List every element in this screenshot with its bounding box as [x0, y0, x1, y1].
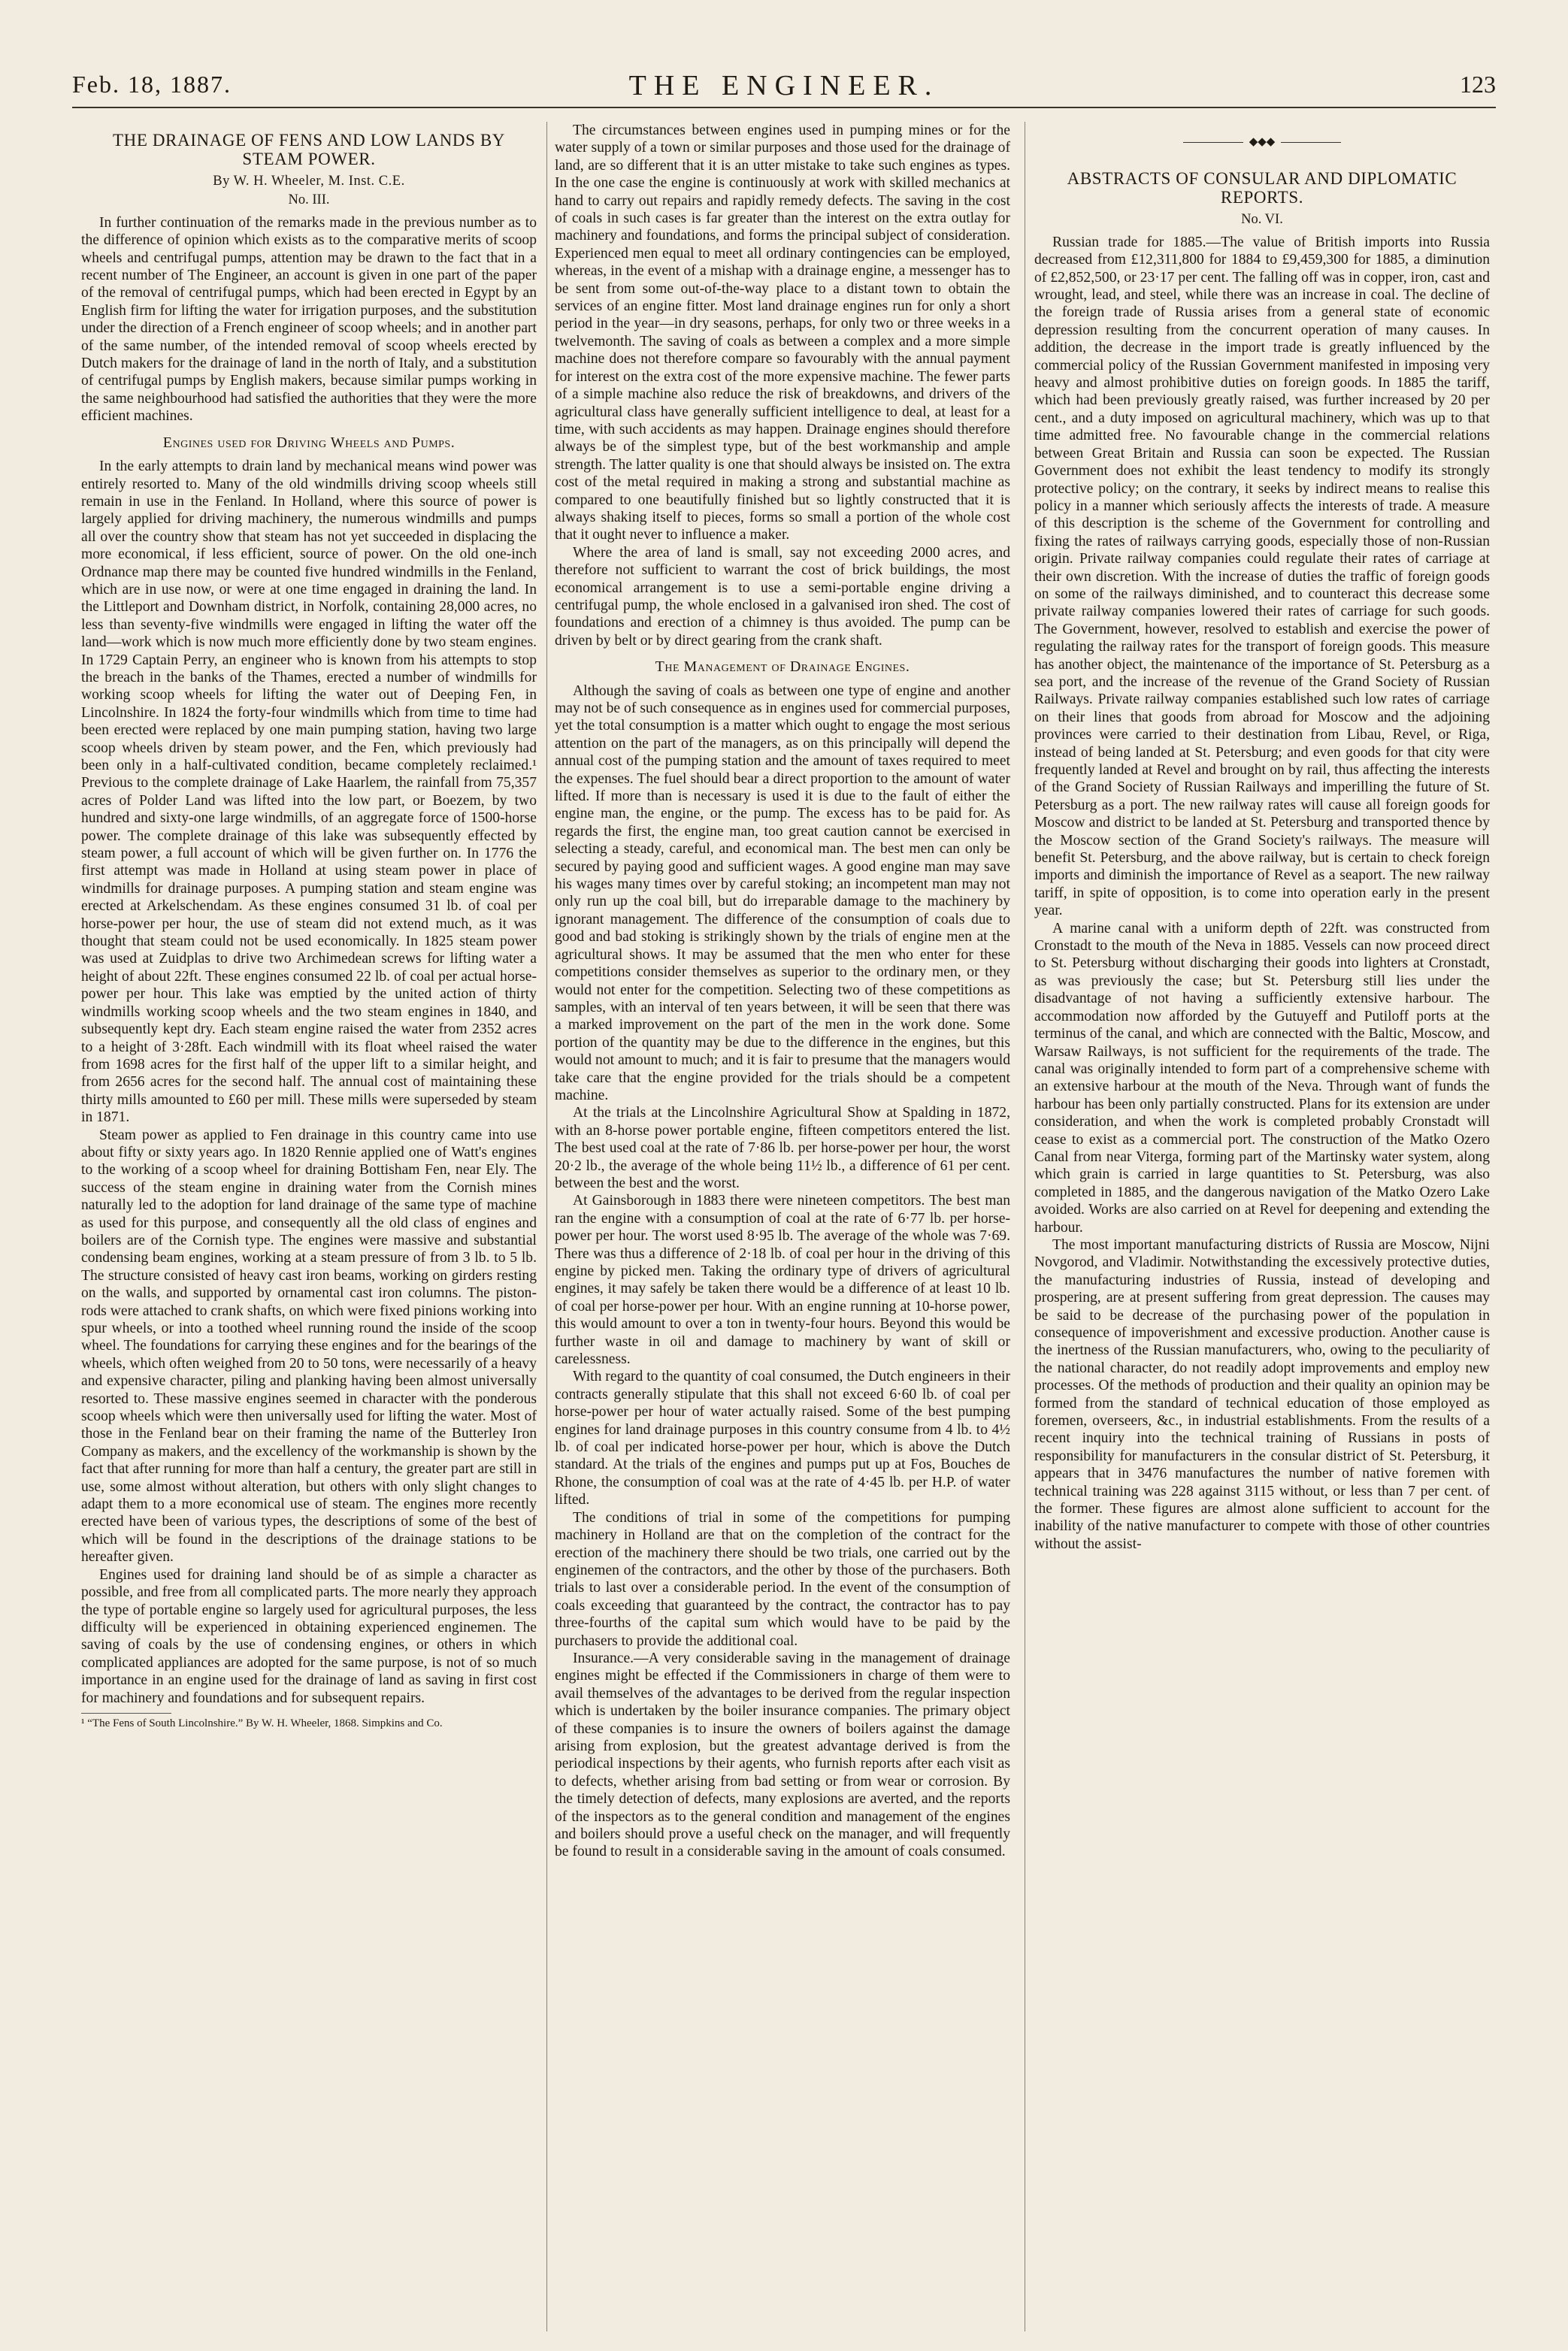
- article-title: ABSTRACTS OF CONSULAR AND DIPLOMATIC REPORTS.: [1067, 169, 1458, 207]
- paragraph: Insurance.—A very considerable saving in the management of drainage engines might be effected if the Commissioners in charge of them were to avail themselves of the advantages to be derived from the regular inspection which is undertaken by the boiler insurance companies. The primary object of these companies is to insure the owners of boilers against the damage arising from explosion, but the greatest advantage derived is from the periodical inspections by their agents, who furnish reports after each visit as to defects, whether arising from bad setting or from wear or corrosion. By the timely detection of defects, many explosions are averted, and the reports of the inspectors as to the general condition and management of the engines and boilers should prove a useful check on the manager, and will frequently be found to result in a considerable saving in the amount of coals consumed.: [555, 1650, 1010, 1860]
- article-intro: In further continuation of the remarks made in the previous number as to the difference of opinion which exists as to the comparative merits of scoop wheels and centrifugal pumps, attention may be drawn to the fact that in a recent number of The Engineer, an account is given in one part of the paper of the removal of centrifugal pumps, which had been erected in Egypt by an English firm for lifting the water for irrigation purposes, and the substitution under the direction of a French engineer of scoop wheels; and in another part of the same number, of the intended removal of scoop wheels erected by Dutch makers for the drainage of land in the north of Italy, and a substitution of centrifugal pumps by English makers, because similar pumps working in the same neighbourhood had satisfied the authorities that they were the more efficient machines.: [81, 214, 537, 425]
- article-number: No. III.: [288, 192, 330, 208]
- page-number: 123: [1460, 71, 1496, 98]
- paragraph: The circumstances between engines used in pumping mines or for the water supply of a town or similar purposes and those used for the drainage of land, are so different that it is an utter mistake to take such engines as types. In the one case the engine is continuously at work with skilled mechanics at hand to carry out repairs and rapidly remedy defects. The saving in the cost of coals in such cases is far greater than the interest on the extra outlay for machinery and foundations, and forms the principal subject of consideration. Experienced men equal to meet all ordinary contingencies can be employed, whereas, in the event of a mishap with a drainage engine, a messenger has to be sent from some out-of-the-way place to a distant town to obtain the services of an engine fitter. Most land drainage engines run for only a short period in the year—in dry seasons, perhaps, for only two or three weeks in a twelvemonth. The saving of coals as between a complex and a more simple machine does not therefore compare so favourably with the annual payment for interest on the extra cost of the more expensive machine. The fewer parts of a simple machine also reduce the risk of breakdowns, and drivers of the agricultural class have generally sufficient intelligence to deal, at least for a time, with such accidents as may happen. Drainage engines should therefore always be of the simplest type, but of the best workmanship and ample strength. The latter quality is one that should always be insisted on. The extra cost of the metal required in making a strong and substantial machine as compared to one beautifully finished but so lightly constructed that it is always shaking itself to pieces, forms so small a portion of the whole cost that it ought never to influence a maker.: [555, 123, 1010, 543]
- paragraph: Where the area of land is small, say not exceeding 2000 acres, and therefore not sufficient to warrant the cost of brick buildings, the most economical arrangement is to use a semi-portable engine driving a centrifugal pump, the whole enclosed in a galvanised iron shed. The cost of foundations and erection of a chimney is thus avoided. The pump can be driven by belt or by direct gearing from the crank shaft.: [555, 544, 1010, 649]
- article-title: THE DRAINAGE OF FENS AND LOW LANDS BY STEAM POWER.: [112, 131, 506, 168]
- paragraph: Engines used for draining land should be of as simple a character as possible, and free from all complicated parts. The more nearly they approach the type of portable engine so largely used for agricultural purposes, the less difficulty will be experienced in obtaining experienced enginemen. The saving of coals by the use of condensing engines, or others in which complicated appliances are adopted for the same purpose, is not of so much importance in an engine used for the drainage of land as saving in first cost for machinery and foundations and for subsequent repairs.: [81, 1566, 537, 1706]
- article-number: No. VI.: [1241, 212, 1283, 228]
- paragraph: Steam power as applied to Fen drainage in this country came into use about fifty or sixty years ago. In 1820 Rennie applied one of Watt's engines to the working of a scoop wheel for draining Bottisham Fen, near Ely. The success of the steam engine in draining water from the Cornish mines naturally led to the adoption for land drainage of the same type of machine as used for this purpose, and consequently all the old class of engines and boilers are of the Cornish type. The engines were massive and substantial condensing beam engines, working at a steam pressure of from 3 lb. to 5 lb. The structure consisted of heavy cast iron beams, working on girders resting on the walls, and supported by ornamental cast iron columns. The piston-rods were attached to crank shafts, on which were fixed pinions working into spur wheels, or into a toothed wheel running round the inside of the scoop wheel. The foundations for carrying these engines and for the bearings of the wheels, which often weighed from 20 to 50 tons, were necessarily of a heavy and expensive character, piling and planking having been almost universally resorted to. These massive engines seemed in character with the ponderous scoop wheels which were then universally used for lifting the water. Most of those in the Fenland bear on their framing the name of the Butterley Iron Company as makers, and the excellency of the workmanship is shown by the fact that after running for more than half a century, the greater part are still in use, some almost without alteration, but others with only slight changes to adapt them to a more economical use of steam. The engines more recently erected have been of various types, the descriptions of some of the best of which will be found in the descriptions of the drainage stations to be hereafter given.: [81, 1127, 537, 1566]
- issue-date: Feb. 18, 1887.: [72, 71, 232, 98]
- column-2: [555, 122, 1010, 2331]
- footnote-rule: [81, 1713, 171, 1714]
- column-3: [1034, 122, 1490, 2331]
- paragraph: Russian trade for 1885.—The value of British imports into Russia decreased from £12,311,800 for 1884 to £9,459,300 for 1885, a diminution of £2,852,500, or 23·17 per cent. The falling off was in copper, iron, cast and wrought, lead, and steel, while there was an increase in coal. The decline of the foreign trade of Russia arises from a general state of economic depression resulting from the concurrent operation of many causes. In addition, the decrease in the import trade is greatly influenced by the commercial policy of the Russian Government manifested in imposing very heavy and almost prohibitive duties on foreign goods. In 1885 the tariff, which had been previously greatly raised, was further increased by 20 per cent., and a duty imposed on agricultural machinery, which was up to that time admitted free. No favourable change in the commercial relations between Great Britain and Russia can soon be expected. The Russian Government does not exhibit the least tendency to modify its strongly protective policy; on the contrary, it seeks by indirect means to realise this policy in a manner which seriously affects the interests of trade. A measure of this description is the scheme of the Government for controlling and fixing the rates of railways carrying goods, especially those of non-Russian origin. Private railway companies could regulate their rates of carriage at their own discretion. With the increase of duties the traffic of foreign goods on some of the railways diminished, and to counteract this decrease some private railway companies lowered their rates of carriage for such goods. The Government, however, resolved to establish and exercise the power of regulating the railway rates for the transport of foreign goods. This measure has another object, the maintenance of the importance of St. Petersburg as a sea port, and the increase of the revenue of the Grand Society of Russian Railways. Private railway companies established such low rates of carriage on their lines that goods from abroad for Moscow and the adjoining provinces were carried to their destination from Libau, Revel, or Riga, instead of being landed at St. Petersburg; and even goods for that city were frequently landed at Revel and brought on by rail, thus affecting the interests of the Grand Society of Russian Railways and imperilling the future of St. Petersburg as a port. The new railway rates will cause all foreign goods for Moscow and district to be landed at St. Petersburg and transported thence by the Moscow section of the Grand Society's railways. The measure will benefit St. Petersburg, and the above railway, but is certain to check foreign imports and diminish the importance of Revel as a seaport. The new railway tariff, in spite of opposition, is to come into operation early in the present year.: [1034, 234, 1490, 919]
- paragraph: In the early attempts to drain land by mechanical means wind power was entirely resorted to. Many of the old windmills driving scoop wheels still remain in use in the Fenland. In Holland, where this source of power is largely applied for driving machinery, the numerous windmills and pumps all over the country show that steam has not yet succeeded in displacing the more economical, if less efficient, source of power. On the old one-inch Ordnance map there may be counted five hundred windmills in the Fenland, which are in use now, or were at one time engaged in draining the land. In the Littleport and Downham district, in Norfolk, containing 28,000 acres, no less than seventy-five windmills were engaged in lifting the water off the land—work which is now much more efficiently done by two steam engines. In 1729 Captain Perry, an engineer who is known from his attempts to stop the breach in the banks of the Thames, erected a number of windmills for working scoop wheels for lifting the water out of Deeping Fen, in Lincolnshire. In 1824 the forty-four windmills which from time to time had been erected were replaced by one main pumping station, having two large scoop wheels driven by steam power, and the Fen, which previously had been only in a half-cultivated condition, became completely reclaimed.¹ Previous to the complete drainage of Lake Haarlem, the rainfall from 75,357 acres of Polder Land was lifted into the low part, or Boezem, by two hundred and sixty-one large windmills, of an aggregate force of 1500-horse power. The complete drainage of this lake was subsequently effected by steam power, a full account of which will be given further on. In 1776 the first attempt was made in Holland at using steam power in place of windmills for drainage purposes. A pumping station and steam engine was erected at Arkelschendam. As these engines consumed 31 lb. of coal per horse-power per hour, the use of steam did not extend much, as it was thought that steam could not be used economically. In 1825 steam power was used at Zuidplas to drive two Archimedean screws for lifting water a height of about 22ft. These engines consumed 22 lb. of coal per actual horse-power per hour. This lake was emptied by the united action of thirty windmills working scoop wheels and the two steam engines in 1840, and subsequently kept dry. Each steam engine raised the water from 2352 acres to a height of 3·28ft. Each windmill with its float wheel raised the water from 1698 acres for the first half of the upper lift to a similar height, and from 2656 acres for the second half. The annual cost of maintaining these thirty mills amounted to £60 per mill. These mills were superseded by steam in 1871.: [81, 458, 537, 1126]
- paragraph: A marine canal with a uniform depth of 22ft. was constructed from Cronstadt to the mouth of the Neva in 1885. Vessels can now proceed direct to St. Petersburg without discharging their goods into lighters at Cronstadt, as was previously the case; but St. Petersburg still lies under the disadvantage of not having a sufficiently extensive harbour. The accommodation now afforded by the Gutuyeff and Putiloff ports at the terminus of the canal, and which are connected with the Baltic, Moscow, and Warsaw Railways, is not sufficient for the requirements of the trade. The canal was originally intended to form part of a comprehensive scheme with an extensive harbour at the mouth of the Neva. Through want of funds the harbour has been only partially constructed. Plans for its extension are under consideration, and when the work is completed probably Cronstadt will cease to exist as a commercial port. The construction of the Matko Ozero Canal from near Viterga, forming part of the Martinsky water system, along which grain is carried in large quantities to St. Petersburg, was also completed in 1885, and the dangerous navigation of the Matko Ozero Lake avoided. Works are also carried on at Revel for deepening and extending the harbour.: [1034, 920, 1490, 1236]
- article-divider: ◆◆◆: [1034, 134, 1490, 151]
- page-header: [72, 69, 1496, 108]
- paragraph: The conditions of trial in some of the competitions for pumping machinery in Holland are that on the completion of the contract for the erection of the machinery there should be two trials, one carried out by the enginemen of the contractors, and the other by those of the purchasers. Both trials to last over a considerable period. In the event of the consumption of coals exceeding that guaranteed by the contract, the contractor has to pay three-fourths of the capital sum which would have to be paid by the purchasers to provide the additional coal.: [555, 1509, 1010, 1649]
- paragraph: At the trials at the Lincolnshire Agricultural Show at Spalding in 1872, with an 8-horse power portable engine, fifteen competitors entered the list. The best used coal at the rate of 7·86 lb. per horse-power per hour, the worst 20·2 lb., the average of the whole being 11½ lb., a difference of 61 per cent. between the best and the worst.: [555, 1105, 1010, 1191]
- footnote: ¹ “The Fens of South Lincolnshire.” By W. H. Wheeler, 1868. Simpkins and Co.: [81, 1717, 443, 1729]
- paragraph: At Gainsborough in 1883 there were nineteen competitors. The best man ran the engine with a consumption of coal at the rate of 6·77 lb. per horse-power per hour. The worst used 8·95 lb. The average of the whole was 7·69. There was thus a difference of 2·18 lb. of coal per hour in the driving of this engine by picked men. Taking the ordinary type of drivers of agricultural engines, it may safely be taken there would be a difference of at least 10 lb. of coal per horse-power per hour. With an engine running at 10-horse power, this would amount to over a ton in twenty-four hours. Beyond this would be further waste in oil and damage to machinery by want of skill or carelessness.: [555, 1193, 1010, 1368]
- column-rule: [546, 122, 547, 2331]
- article-byline: By W. H. Wheeler, M. Inst. C.E.: [213, 174, 405, 189]
- column-1: [81, 122, 537, 2331]
- paragraph: With regard to the quantity of coal consumed, the Dutch engineers in their contracts generally stipulate that this shall not exceed 6·60 lb. of coal per horse-power per hour of water actually raised. Some of the best pumping engines for land drainage purposes in this country consume from 4 lb. to 4½ lb. of coal per indicated horse-power per hour, which is above the Dutch standard. At the trials of the engines and pumps put up at Fos, Bouches de Rhone, the consumption of coal was at the rate of 4·45 lb. per H.P. of water lifted.: [555, 1369, 1010, 1508]
- paragraph: Although the saving of coals as between one type of engine and another may not be of such consequence as in engines used for commercial purposes, yet the total consumption is a matter which ought to engage the most serious attention on the part of the managers, as on this principally will depend the annual cost of the pumping station and the amount of taxes required to meet the expenses. The fuel should bear a direct proportion to the amount of water lifted. If more than is necessary is used it is due to the fault of either the engine man, the engine, or the pump. The excess has to be paid for. As regards the first, the engine man, too great caution cannot be exercised in selecting a steady, careful, and economical man. The best men can only be secured by paying good and sufficient wages. A good engine man may save his wages many times over by careful stoking; an incompetent man may not only run up the coal bill, but do irreparable damage to the machinery by ignorant management. The difference of the consumption of coals due to good and bad stoking is strikingly shown by the trials of engine men at the agricultural shows. It may be assumed that the men who enter for these competitions consider themselves as superior to the ordinary men, or they would not enter for the competition. Selecting two of these competitions as samples, with an interval of ten years between, it will be seen that there was a marked improvement on the part of the men in the work done. Some portion of the quantity may be due to the difference in the engines, but this would not amount to much; and it is fair to presume that the managers would take care that the engine provided for the trials should be a competent machine.: [555, 682, 1010, 1103]
- paragraph: The most important manufacturing districts of Russia are Moscow, Nijni Novgorod, and Vladimir. Notwithstanding the excessively protective duties, the manufacturing industries of Russia, instead of developing and prospering, are at present suffering from great depression. The causes may be said to be decrease of the purchasing power of the population in consequence of impoverishment and excessive production. Another cause is the inertness of the Russian manufacturers, who, owing to the peculiarity of the national character, do not readily adopt improvements and employ new processes. Of the methods of production and their quality an opinion may be formed from the standard of technical education of those employed as foremen, overseers, &c., in industrial establishments. From the results of a recent inquiry into the technical training of Russians in posts of responsibility for manufacturers in the consular district of St. Petersburg, it appears that in 3476 manufactures the number of native foremen with technical training was 228 against 3115 without, or less than 7 per cent. of the former. These figures are almost alone sufficient to account for the inability of the native manufacturer to compete with those of other countries without the assist-: [1034, 1236, 1490, 1552]
- section-heading: Engines used for Driving Wheels and Pumps.: [162, 434, 456, 451]
- section-heading: The Management of Drainage Engines.: [655, 658, 910, 676]
- publication-title: THE ENGINEER.: [628, 70, 940, 101]
